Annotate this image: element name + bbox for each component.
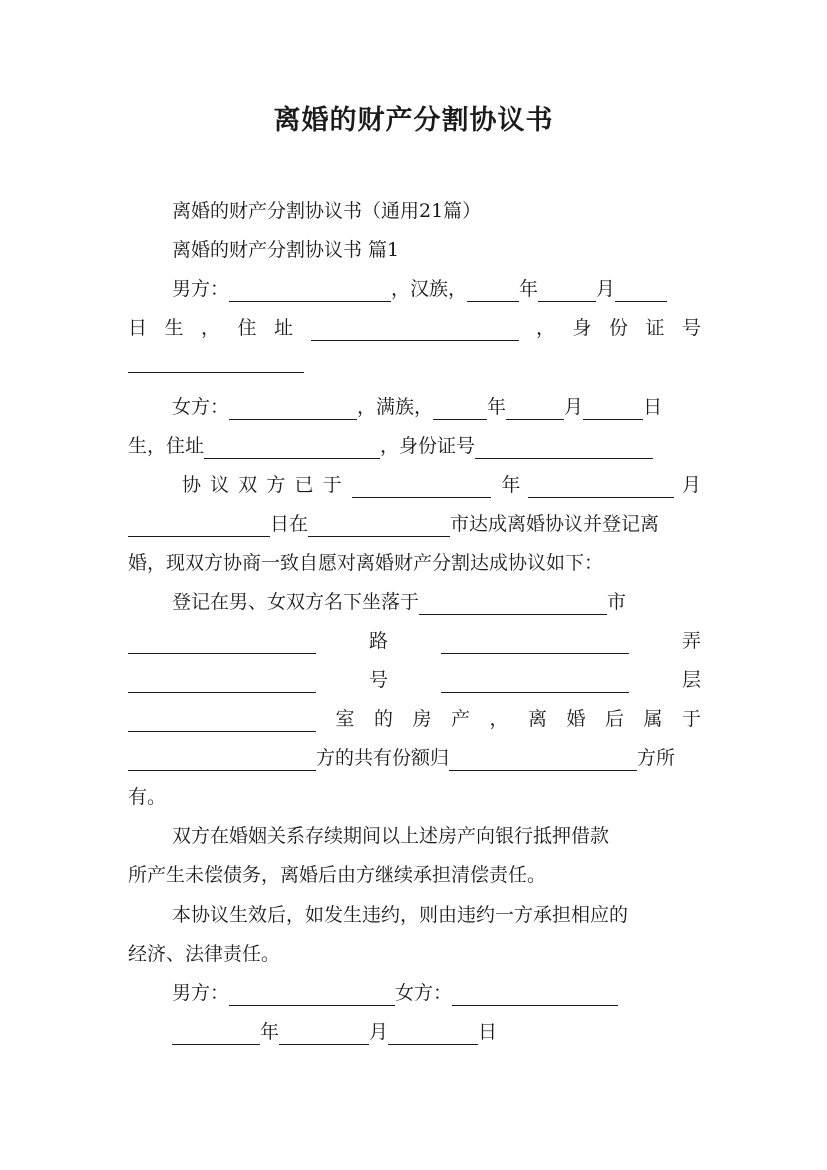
property-road-blank bbox=[128, 635, 316, 654]
property-lane-label: 弄 bbox=[681, 630, 701, 652]
section-heading: 离婚的财产分割协议书 篇1 bbox=[172, 239, 400, 261]
agreement-day-label: 日在 bbox=[270, 513, 309, 535]
male-address-char-1: 住 bbox=[237, 317, 257, 339]
female-label: 女方： bbox=[172, 396, 230, 418]
female-year-blank bbox=[433, 401, 487, 420]
signature-female-blank bbox=[452, 987, 618, 1006]
date-year-label: 年 bbox=[260, 1021, 280, 1043]
male-id-char-2: 份 bbox=[608, 317, 628, 339]
female-address-label: 生，住址 bbox=[128, 435, 205, 457]
date-day-blank bbox=[388, 1026, 478, 1045]
male-month-label: 月 bbox=[596, 278, 616, 300]
agreement-char-6: 于 bbox=[322, 474, 342, 496]
signature-line bbox=[172, 980, 701, 1006]
agreement-day-blank bbox=[128, 518, 270, 537]
male-line-3 bbox=[128, 354, 701, 373]
male-day-blank bbox=[615, 283, 667, 302]
agreement-month-label: 月 bbox=[682, 474, 701, 496]
male-address-char-2: 址 bbox=[274, 317, 294, 339]
property-line-1 bbox=[172, 589, 701, 615]
signature-male-label: 男方： bbox=[172, 982, 230, 1004]
property-room-char-6: 离 bbox=[527, 708, 547, 730]
property-room-char-4: 产 bbox=[450, 708, 470, 730]
property-number-label: 号 bbox=[368, 669, 388, 691]
property-road-label: 路 bbox=[368, 630, 388, 652]
property-share-blank-1 bbox=[128, 752, 316, 771]
male-month-blank bbox=[538, 283, 596, 302]
female-year-label: 年 bbox=[487, 396, 507, 418]
date-month-blank bbox=[279, 1026, 369, 1045]
property-room-char-3: 房 bbox=[412, 708, 432, 730]
male-comma-char: ， bbox=[201, 317, 221, 339]
property-line-4 bbox=[128, 706, 701, 732]
effect-line-2: 经济、法律责任。 bbox=[128, 943, 281, 965]
agreement-year-label: 年 bbox=[501, 474, 521, 496]
male-id-char-1: 身 bbox=[572, 317, 592, 339]
property-intro: 登记在男、女双方名下坐落于 bbox=[172, 591, 420, 613]
property-city-blank bbox=[419, 596, 607, 615]
property-line-3 bbox=[128, 667, 701, 693]
agreement-char-1: 协 bbox=[182, 474, 202, 496]
property-city-label: 市 bbox=[607, 591, 627, 613]
date-line bbox=[172, 1019, 701, 1045]
agreement-line-3: 婚，现双方协商一致自愿对离婚财产分割达成协议如下： bbox=[128, 552, 604, 574]
property-line-5 bbox=[128, 745, 701, 771]
female-id-label: ，身份证号 bbox=[380, 435, 476, 457]
property-line-6: 有。 bbox=[128, 786, 167, 808]
female-month-label: 月 bbox=[564, 396, 584, 418]
property-room-char-2: 的 bbox=[373, 708, 393, 730]
male-name-blank bbox=[229, 283, 391, 302]
male-id-char-4: 号 bbox=[681, 317, 701, 339]
property-share-end: 方所 bbox=[637, 747, 676, 769]
female-month-blank bbox=[506, 401, 564, 420]
male-year-label: 年 bbox=[519, 278, 539, 300]
property-lane-blank bbox=[441, 635, 629, 654]
property-floor-blank bbox=[441, 674, 629, 693]
female-line-2 bbox=[128, 433, 701, 459]
agreement-char-2: 议 bbox=[210, 474, 230, 496]
property-room-char-10: 于 bbox=[681, 708, 701, 730]
female-address-blank bbox=[204, 440, 380, 459]
female-name-blank bbox=[229, 401, 357, 420]
agreement-char-3: 双 bbox=[238, 474, 258, 496]
agreement-intro bbox=[182, 472, 342, 498]
document-subtitle: 离婚的财产分割协议书（通用21篇） bbox=[172, 200, 482, 222]
signature-male-blank bbox=[229, 987, 395, 1006]
signature-female-label: 女方： bbox=[395, 982, 453, 1004]
agreement-char-4: 方 bbox=[266, 474, 286, 496]
property-room-blank bbox=[128, 713, 316, 732]
property-room-char-7: 婚 bbox=[566, 708, 586, 730]
female-line-1 bbox=[172, 394, 701, 420]
female-day-label: 日 bbox=[643, 396, 663, 418]
agreement-city-text: 市达成离婚协议并登记离 bbox=[450, 513, 660, 535]
property-line-2 bbox=[128, 628, 701, 654]
property-share-text: 方的共有份额归 bbox=[316, 747, 450, 769]
male-day-char: 日 bbox=[128, 317, 148, 339]
male-id-char-3: 证 bbox=[645, 317, 665, 339]
agreement-month-blank bbox=[528, 479, 674, 498]
property-room-char-9: 属 bbox=[643, 708, 663, 730]
property-room-char-5: ， bbox=[489, 708, 509, 730]
male-comma-2: ， bbox=[535, 317, 555, 339]
male-born-char: 生 bbox=[164, 317, 184, 339]
property-room-char-1: 室 bbox=[335, 708, 355, 730]
male-address-blank bbox=[311, 322, 519, 341]
property-room-char-8: 后 bbox=[604, 708, 624, 730]
agreement-city-blank bbox=[308, 518, 450, 537]
date-day-label: 日 bbox=[478, 1021, 498, 1043]
female-ethnicity: ，满族， bbox=[357, 396, 434, 418]
property-floor-label: 层 bbox=[681, 669, 701, 691]
property-number-blank bbox=[128, 674, 316, 693]
effect-line-1: 本协议生效后，如发生违约，则由违约一方承担相应的 bbox=[172, 904, 629, 926]
agreement-line-1 bbox=[182, 472, 701, 498]
female-id-blank bbox=[475, 440, 653, 459]
male-id-blank bbox=[128, 354, 304, 373]
female-day-blank bbox=[583, 401, 643, 420]
debt-line-2: 所产生未偿债务，离婚后由方继续承担清偿责任。 bbox=[128, 864, 547, 886]
debt-line-1: 双方在婚姻关系存续期间以上述房产向银行抵押借款 bbox=[172, 825, 610, 847]
document-title: 离婚的财产分割协议书 bbox=[273, 105, 554, 136]
male-line-1 bbox=[172, 276, 701, 302]
date-year-blank bbox=[172, 1026, 260, 1045]
male-line-2 bbox=[128, 315, 701, 341]
agreement-char-5: 已 bbox=[294, 474, 314, 496]
agreement-year-blank bbox=[352, 479, 492, 498]
agreement-line-2 bbox=[128, 511, 701, 537]
male-ethnicity: ，汉族， bbox=[391, 278, 468, 300]
date-month-label: 月 bbox=[369, 1021, 389, 1043]
male-year-blank bbox=[467, 283, 519, 302]
property-share-blank-2 bbox=[449, 752, 637, 771]
male-label: 男方： bbox=[172, 278, 230, 300]
